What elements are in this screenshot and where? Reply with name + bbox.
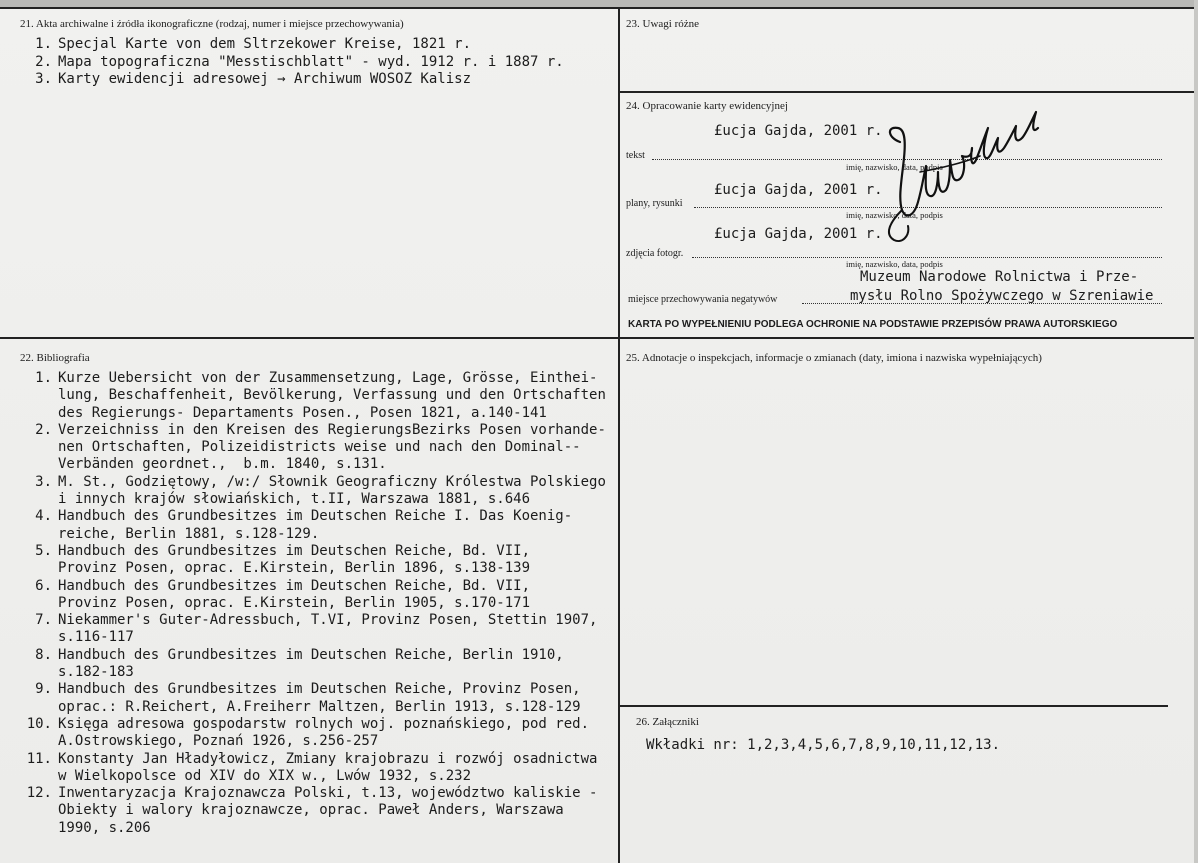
bibliography-item <box>24 751 616 786</box>
bibliography-item-text-line: reiche, Berlin 1881, s.128-129. <box>58 525 320 542</box>
bibliography-item-text-line: Niekammer's Guter-Adressbuch, T.VI, Provinz Posen, Stettin 1907, <box>58 612 598 629</box>
negatives-location-line-1: Muzeum Narodowe Rolnictwa i Prze- <box>860 269 1139 285</box>
bibliography-item-number: 10. <box>26 715 52 732</box>
bibliography-item <box>24 578 616 613</box>
photos-author-caption: imię, nazwisko, data, podpis <box>846 259 943 269</box>
bibliography-item-text-line: Handbuch des Grundbesitzes im Deutschen Reiche, Provinz Posen, <box>58 681 581 698</box>
scan-edge-right <box>1194 0 1198 863</box>
bibliography-item-number: 3. <box>35 473 52 490</box>
bibliography-item-text-line: 1990, s.206 <box>58 819 151 836</box>
bibliography-item-text-line: Provinz Posen, oprac. E.Kirstein, Berlin 1905, s.170-171 <box>58 594 531 611</box>
bibliography-item-text-line: i innych krajów słowiańskich, t.II, Warszawa 1881, s.646 <box>58 491 531 508</box>
bibliography-item <box>24 716 616 751</box>
handwritten-signature <box>880 98 1050 248</box>
bibliography-item-text-line: Verzeichniss in den Kreisen des RegierungsBezirks Posen vorhande- <box>58 421 606 438</box>
text-author-label: tekst <box>626 150 645 161</box>
bibliography-item <box>24 612 616 647</box>
photos-author-value: £ucja Gajda, 2001 r. <box>714 226 883 242</box>
divider-23-24 <box>618 91 1194 93</box>
bibliography-item-number: 11. <box>26 750 52 767</box>
bibliography-item-number: 7. <box>35 612 52 629</box>
center-divider-bottom <box>618 337 620 863</box>
archive-item-text-line: Specjal Karte von dem Sltrzekower Kreise, 1821 r. <box>58 36 472 52</box>
bibliography-item-text-line: M. St., Godziętowy, /w:/ Słownik Geograficzny Królestwa Polskiego <box>58 473 606 490</box>
bibliography-item-text-line: Handbuch des Grundbesitzes im Deutschen Reiche I. Das Koenig- <box>58 508 573 525</box>
bibliography-item-text-line: Provinz Posen, oprac. E.Kirstein, Berlin 1896, s.138-139 <box>58 560 531 577</box>
bibliography-item-text-line: Handbuch des Grundbesitzes im Deutschen Reiche, Berlin 1910, <box>58 646 564 663</box>
archives-list <box>24 36 614 89</box>
plans-author-caption: imię, nazwisko, data, podpis <box>846 210 943 220</box>
archive-item <box>24 36 614 54</box>
section-22-label: 22. Bibliografia <box>20 352 90 364</box>
bibliography-list <box>24 370 616 852</box>
center-divider-top <box>618 7 620 338</box>
bibliography-item <box>24 681 616 716</box>
bibliography-item <box>24 474 616 509</box>
bibliography-item-number: 9. <box>35 681 52 698</box>
bibliography-item <box>24 370 616 422</box>
section-24-label: 24. Opracowanie karty ewidencyjnej <box>626 100 788 112</box>
copyright-warning: KARTA PO WYPEŁNIENIU PODLEGA OCHRONIE NA PODSTAWIE PRZEPISÓW PRAWA AUTORSKIEGO <box>628 319 1118 330</box>
bibliography-item-text-line: Kurze Uebersicht von der Zusammensetzung, Lage, Grösse, Einthei- <box>58 370 598 386</box>
archive-item-number: 2. <box>35 53 52 70</box>
attachments-value: Wkładki nr: 1,2,3,4,5,6,7,8,9,10,11,12,13. <box>646 737 1001 753</box>
plans-author-label: plany, rysunki <box>626 198 683 209</box>
bibliography-item <box>24 543 616 578</box>
middle-divider <box>0 337 1194 339</box>
text-author-caption: imię, nazwisko, data, podpis <box>846 162 943 172</box>
negatives-location-line <box>802 303 1162 304</box>
divider-25-26 <box>618 705 1168 707</box>
bibliography-item-text-line: A.Ostrowskiego, Poznań 1926, s.256-257 <box>58 733 379 750</box>
photos-author-label: zdjęcia fotogr. <box>626 248 684 259</box>
bibliography-item <box>24 647 616 682</box>
text-author-value: £ucja Gajda, 2001 r. <box>714 123 883 139</box>
bibliography-item-text-line: Handbuch des Grundbesitzes im Deutschen Reiche, Bd. VII, <box>58 542 531 559</box>
archive-item <box>24 54 614 72</box>
archive-item <box>24 71 614 89</box>
photos-author-line <box>692 257 1162 258</box>
bibliography-item-number: 4. <box>35 508 52 525</box>
bibliography-item-text-line: Handbuch des Grundbesitzes im Deutschen Reiche, Bd. VII, <box>58 577 531 594</box>
archive-item-text-line: Karty ewidencji adresowej → Archiwum WOSOZ Kalisz <box>58 71 472 87</box>
negatives-location-label: miejsce przechowywania negatywów <box>628 294 778 305</box>
section-23-label: 23. Uwagi różne <box>626 18 700 30</box>
bibliography-item <box>24 508 616 543</box>
archive-item-number: 1. <box>35 36 52 52</box>
section-21-label: 21. Akta archiwalne i źródła ikonograficzne (rodzaj, numer i miejsce przechowywania) <box>20 18 404 30</box>
bibliography-item-number: 8. <box>35 646 52 663</box>
bibliography-item-text-line: Konstanty Jan Hładyłowicz, Zmiany krajobrazu i rozwój osadnictwa <box>58 750 598 767</box>
bibliography-item-number: 1. <box>35 370 52 386</box>
bibliography-item-number: 12. <box>26 785 52 802</box>
bibliography-item-text-line: nen Ortschaften, Polizeidistricts weise und nach den Dominal-- <box>58 439 581 456</box>
bibliography-item-text-line: lung, Beschaffenheit, Bevölkerung, Verfassung und den Ortschaften <box>58 387 606 404</box>
section-25-label: 25. Adnotacje o inspekcjach, informacje o zmianach (daty, imiona i nazwiska wypełniających) <box>626 352 1042 364</box>
plans-author-value: £ucja Gajda, 2001 r. <box>714 182 883 198</box>
bibliography-item <box>24 422 616 474</box>
bibliography-item-text-line: s.116-117 <box>58 629 134 646</box>
bibliography-item-text-line: s.182-183 <box>58 664 134 681</box>
bibliography-item-text-line: des Regierungs- Departaments Posen., Posen 1821, a.140-141 <box>58 404 547 421</box>
bibliography-item-text-line: w Wielkopolsce od XIV do XIX w., Lwów 1932, s.232 <box>58 767 472 784</box>
bibliography-item <box>24 785 616 837</box>
archive-item-text-line: Mapa topograficzna "Messtischblatt" - wyd. 1912 r. i 1887 r. <box>58 53 564 70</box>
negatives-location-line-2: mysłu Rolno Spożywczego w Szreniawie <box>850 288 1154 304</box>
bibliography-item-number: 6. <box>35 577 52 594</box>
bibliography-item-number: 2. <box>35 421 52 438</box>
archive-item-number: 3. <box>35 71 52 87</box>
bibliography-item-text-line: oprac.: R.Reichert, A.Freiherr Maltzen, Berlin 1913, s.128-129 <box>58 698 581 715</box>
bibliography-item-text-line: Verbänden geordnet., b.m. 1840, s.131. <box>58 456 387 473</box>
top-border <box>0 7 1194 9</box>
scan-edge-top <box>0 0 1198 7</box>
section-26-label: 26. Załączniki <box>636 716 699 728</box>
bibliography-item-text-line: Inwentaryzacja Krajoznawcza Polski, t.13, województwo kaliskie - <box>58 785 598 802</box>
bibliography-item-number: 5. <box>35 542 52 559</box>
bibliography-item-text-line: Księga adresowa gospodarstw rolnych woj. poznańskiego, pod red. <box>58 715 590 732</box>
bibliography-item-text-line: Obiekty i walory krajoznawcze, oprac. Paweł Anders, Warszawa <box>58 802 564 819</box>
